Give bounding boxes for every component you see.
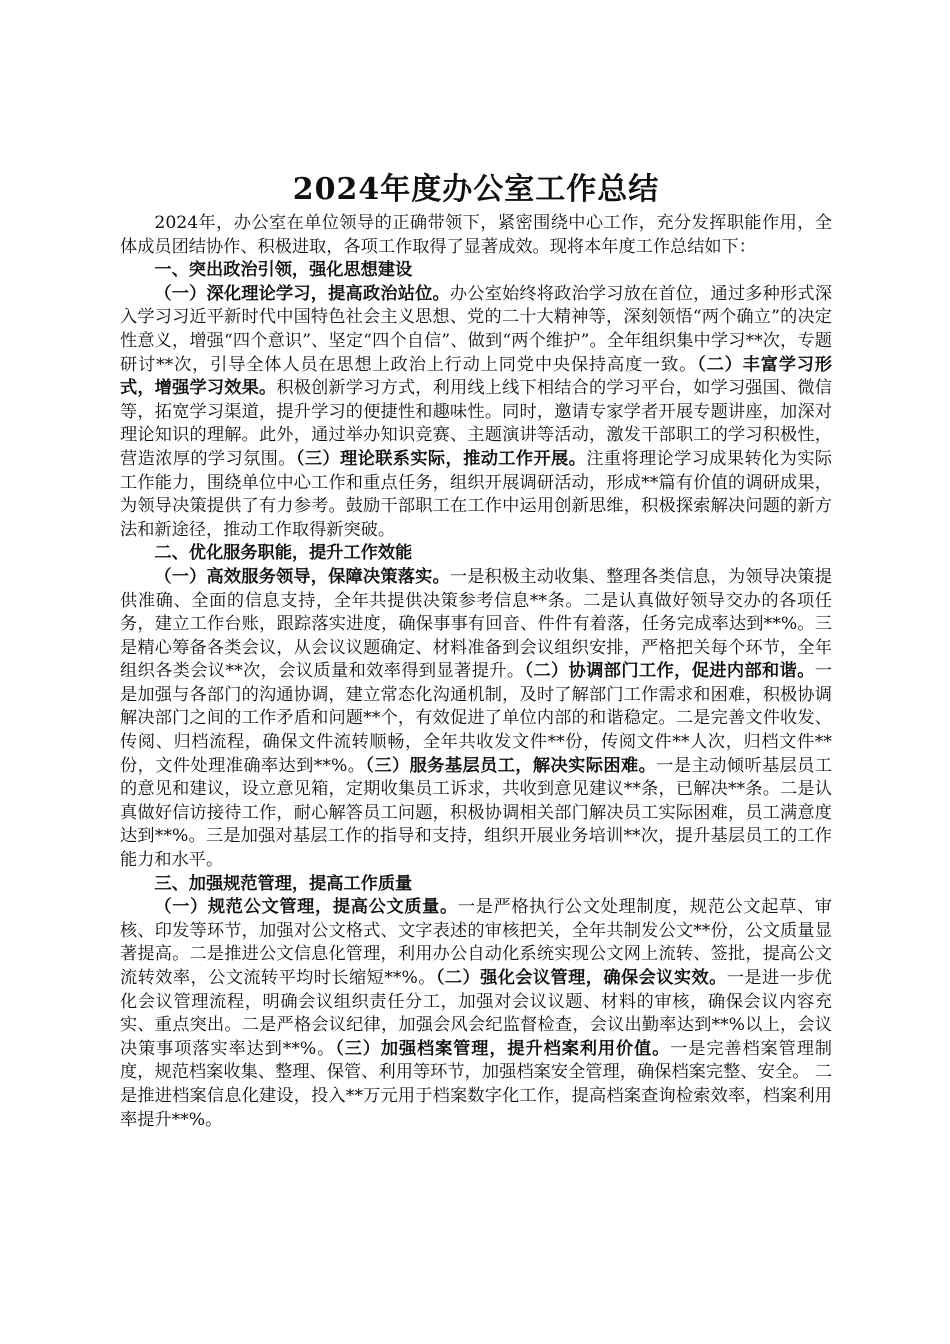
document-title: 2024年度办公室工作总结 [292, 172, 660, 207]
intro-paragraph: 2024年，办公室在单位领导的正确带领下，紧密围绕中心工作，充分发挥职能作用，全体成员团结协作、积极进取，各项工作取得了显著成效。现将本年度工作总结如下： [120, 213, 832, 257]
body-text: 一是加强与各部门的沟通协调，建立常态化沟通机制，及时了解部门工作需求和困难，积极协调解决部门之间的工作矛盾和问题**个，有效促进了单位内部的和谐稳定。二是完善文件收发、传阅、归档流程，确保文件流转顺畅，全年共收发文件**份，传阅文件**人次，归档文件**份，文件处理准确率达到**%。 [120, 661, 832, 776]
section-heading-3: 三、加强规范管理，提高工作质量 [154, 873, 413, 894]
subheading: （三）加强档案管理，提升档案利用价值。 [335, 1038, 671, 1059]
body-text: 一是完善档案管理制度，规范档案收集、整理、保管、利用等环节，加强档案安全管理，确保档案完整、安全。 二是推进档案信息化建设，投入**万元用于档案数字化工作，提高档案查询检索效率，档案利用率提升**%。 [120, 1038, 832, 1130]
subheading: （二）丰富学习形式，增强学习效果。 [120, 354, 832, 399]
body-text: 注重将理论学习成果转化为实际工作能力，围绕单位中心工作和重点任务，组织开展调研活动，形成**篇有价值的调研成果，为领导决策提供了有力参考。鼓励干部职工在工作中运用创新思维，积极探索解决问题的新方法和新途径，推动工作取得新突破。 [120, 448, 832, 540]
section-heading-1: 一、突出政治引领，强化思想建设 [154, 260, 413, 281]
body-text: 积极创新学习方式，利用线上线下相结合的学习平台，如学习强国、微信等，拓宽学习渠道，提升学习的便捷性和趣味性。同时，邀请专家学者开展专题讲座，加深对理论知识的理解。此外，通过举办知识竞赛、主题演讲等活动，激发干部职工的学习积极性，营造浓厚的学习氛围。 [120, 378, 832, 469]
subheading: （三）服务基层员工，解决实际困难。 [365, 755, 657, 776]
document-page [120, 168, 832, 1132]
section-heading-2: 二、优化服务职能，提升工作效能 [154, 543, 413, 564]
subheading: （一）深化理论学习，提高政治站位。 [154, 283, 450, 304]
subheading: （三）理论联系实际，推动工作开展。 [295, 448, 587, 469]
subheading: （二）强化会议管理，确保会议实效。 [435, 968, 727, 988]
body-text: 一是积极主动收集、整理各类信息，为领导决策提供准确、全面的信息支持，全年共提供决策参考信息**条。二是认真做好领导交办的各项任务，建立工作台账，跟踪落实进度，确保事事有回音、件件有着落，任务完成率达到**%。三是精心筹备各类会议，从会议议题确定、材料准备到会议组织安排，严格把关每个环节，全年组织各类会议**次，会议质量和效率得到显著提升。 [120, 566, 832, 682]
body-text: 一是主动倾听基层员工的意见和建议，设立意见箱，定期收集员工诉求，共收到意见建议**条，已解决**条。二是认真做好信访接待工作，耐心解答员工问题，积极协调相关部门解决员工实际困难，员工满意度达到**%。三是加强对基层工作的指导和支持，组织开展业务培训**次，提升基层员工的工作能力和水平。 [120, 755, 832, 871]
section-body-3 [120, 896, 832, 1132]
subheading: （一）高效服务领导，保障决策落实。 [154, 566, 450, 587]
section-body-1 [120, 283, 832, 543]
body-text: 一是严格执行公文处理制度，规范公文起草、审核、印发等环节，加强对公文格式、文字表述的审核把关，全年共制发公文**份，公文质量显著提高。二是推进公文信息化管理，利用办公自动化系统实现公文网上流转、签批，提高公文流转效率，公文流转平均时长缩短**%。 [120, 897, 832, 988]
section-body-2 [120, 566, 832, 873]
subheading: （一）规范公文管理，提高公文质量。 [154, 897, 458, 918]
body-text: 一是进一步优化会议管理流程，明确会议组织责任分工，加强对会议议题、材料的审核，确保会议内容充实、重点突出。二是严格会议纪律，加强会风会纪监督检查，会议出勤率达到**%以上，会议决策事项落实率达到**%。 [120, 968, 832, 1059]
body-text: 办公室始终将政治学习放在首位，通过多种形式深入学习习近平新时代中国特色社会主义思想、党的二十大精神等，深刻领悟“两个确立”的决定性意义，增强“四个意识”、坚定“四个自信”、做到“两个维护”。全年组织集中学习**次，专题研讨**次，引导全体人员在思想上政治上行动上同党中央保持高度一致。 [120, 283, 832, 375]
subheading: （二）协调部门工作，促进内部和谐。 [524, 661, 815, 682]
